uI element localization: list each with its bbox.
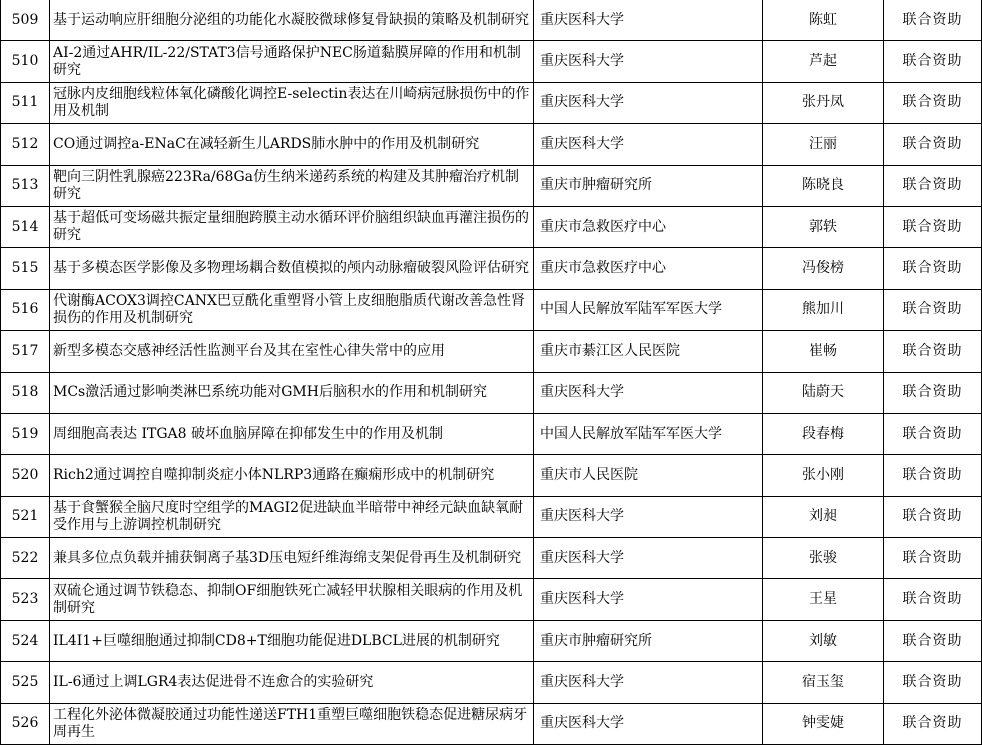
table-row: [1, 579, 982, 620]
institution-cell: 重庆市急救医疗中心: [534, 206, 763, 247]
principal-investigator-cell: 陆蔚天: [763, 372, 884, 413]
institution-cell: 重庆市急救医疗中心: [534, 248, 763, 289]
project-number-cell: 517: [1, 331, 50, 372]
institution-cell: 重庆医科大学: [534, 538, 763, 579]
project-number-cell: 509: [1, 0, 50, 41]
institution-cell: 重庆市肿瘤研究所: [534, 620, 763, 661]
principal-investigator-cell: 张小刚: [763, 455, 884, 496]
funding-type-cell: 联合资助: [884, 165, 982, 206]
principal-investigator-cell: 刘敏: [763, 620, 884, 661]
project-number-cell: 511: [1, 82, 50, 123]
project-number-cell: 513: [1, 165, 50, 206]
project-number-cell: 515: [1, 248, 50, 289]
table-row: [1, 496, 982, 537]
principal-investigator-cell: 陈虹: [763, 0, 884, 41]
principal-investigator-cell: 芦起: [763, 41, 884, 82]
funding-type-cell: 联合资助: [884, 372, 982, 413]
project-title-cell: 代谢酶ACOX3调控CANX巴豆酰化重塑肾小管上皮细胞脂质代谢改善急性肾损伤的作用及机制研究: [50, 289, 534, 330]
project-number-cell: 520: [1, 455, 50, 496]
funding-type-cell: 联合资助: [884, 703, 982, 744]
project-number-cell: 518: [1, 372, 50, 413]
project-title-cell: AI-2通过AHR/IL-22/STAT3信号通路保护NEC肠道黏膜屏障的作用和机制研究: [50, 41, 534, 82]
table-row: [1, 165, 982, 206]
project-title-cell: 周细胞高表达 ITGA8 破坏血脑屏障在抑郁发生中的作用及机制: [50, 413, 534, 454]
table-row: [1, 538, 982, 579]
project-number-cell: 522: [1, 538, 50, 579]
project-number-cell: 516: [1, 289, 50, 330]
table-row: [1, 82, 982, 123]
project-title-cell: 基于食蟹猴全脑尺度时空组学的MAGI2促进缺血半暗带中神经元缺血缺氧耐受作用与上游调控机制研究: [50, 496, 534, 537]
project-number-cell: 526: [1, 703, 50, 744]
funding-type-cell: 联合资助: [884, 455, 982, 496]
project-number-cell: 510: [1, 41, 50, 82]
table-row: [1, 206, 982, 247]
funding-type-cell: 联合资助: [884, 331, 982, 372]
funding-type-cell: 联合资助: [884, 662, 982, 703]
project-number-cell: 519: [1, 413, 50, 454]
table-row: [1, 0, 982, 41]
funding-type-cell: 联合资助: [884, 0, 982, 41]
institution-cell: 重庆医科大学: [534, 579, 763, 620]
institution-cell: 重庆市肿瘤研究所: [534, 165, 763, 206]
principal-investigator-cell: 陈晓良: [763, 165, 884, 206]
table-row: [1, 124, 982, 165]
institution-cell: 重庆医科大学: [534, 496, 763, 537]
principal-investigator-cell: 刘昶: [763, 496, 884, 537]
project-title-cell: 新型多模态交感神经活性监测平台及其在室性心律失常中的应用: [50, 331, 534, 372]
principal-investigator-cell: 钟雯婕: [763, 703, 884, 744]
funding-type-cell: 联合资助: [884, 538, 982, 579]
principal-investigator-cell: 王星: [763, 579, 884, 620]
table-row: [1, 331, 982, 372]
table-row: [1, 703, 982, 744]
institution-cell: 重庆医科大学: [534, 82, 763, 123]
table-row: [1, 289, 982, 330]
project-title-cell: 冠脉内皮细胞线粒体氧化磷酸化调控E-selectin表达在川崎病冠脉损伤中的作用及机制: [50, 82, 534, 123]
project-title-cell: MCs激活通过影响类淋巴系统功能对GMH后脑积水的作用和机制研究: [50, 372, 534, 413]
principal-investigator-cell: 崔畅: [763, 331, 884, 372]
funding-type-cell: 联合资助: [884, 620, 982, 661]
table-row: [1, 413, 982, 454]
principal-investigator-cell: 汪丽: [763, 124, 884, 165]
project-title-cell: IL4I1+巨噬细胞通过抑制CD8+T细胞功能促进DLBCL进展的机制研究: [50, 620, 534, 661]
institution-cell: 重庆市人民医院: [534, 455, 763, 496]
project-number-cell: 523: [1, 579, 50, 620]
institution-cell: 重庆市綦江区人民医院: [534, 331, 763, 372]
project-title-cell: 工程化外泌体微凝胶通过功能性递送FTH1重塑巨噬细胞铁稳态促进糖尿病牙周再生: [50, 703, 534, 744]
project-number-cell: 521: [1, 496, 50, 537]
project-number-cell: 514: [1, 206, 50, 247]
project-title-cell: CO通过调控a-ENaC在减轻新生儿ARDS肺水肿中的作用及机制研究: [50, 124, 534, 165]
funding-type-cell: 联合资助: [884, 124, 982, 165]
funding-type-cell: 联合资助: [884, 289, 982, 330]
project-title-cell: 基于运动响应肝细胞分泌组的功能化水凝胶微球修复骨缺损的策略及机制研究: [50, 0, 534, 41]
project-title-cell: 靶向三阴性乳腺癌223Ra/68Ga仿生纳米递药系统的构建及其肿瘤治疗机制研究: [50, 165, 534, 206]
table-row: [1, 455, 982, 496]
funding-type-cell: 联合资助: [884, 41, 982, 82]
institution-cell: 重庆医科大学: [534, 662, 763, 703]
institution-cell: 重庆医科大学: [534, 703, 763, 744]
project-number-cell: 512: [1, 124, 50, 165]
project-title-cell: 兼具多位点负载并捕获铜离子基3D压电短纤维海绵支架促骨再生及机制研究: [50, 538, 534, 579]
funding-type-cell: 联合资助: [884, 496, 982, 537]
project-title-cell: 基于超低可变场磁共振定量细胞跨膜主动水循环评价脑组织缺血再灌注损伤的研究: [50, 206, 534, 247]
institution-cell: 重庆医科大学: [534, 0, 763, 41]
project-title-cell: 双硫仑通过调节铁稳态、抑制OF细胞铁死亡减轻甲状腺相关眼病的作用及机制研究: [50, 579, 534, 620]
institution-cell: 重庆医科大学: [534, 372, 763, 413]
institution-cell: 中国人民解放军陆军军医大学: [534, 413, 763, 454]
principal-investigator-cell: 宿玉玺: [763, 662, 884, 703]
table-body: [1, 0, 982, 745]
project-title-cell: 基于多模态医学影像及多物理场耦合数值模拟的颅内动脉瘤破裂风险评估研究: [50, 248, 534, 289]
institution-cell: 重庆医科大学: [534, 124, 763, 165]
project-number-cell: 525: [1, 662, 50, 703]
principal-investigator-cell: 冯俊榜: [763, 248, 884, 289]
table-row: [1, 248, 982, 289]
project-title-cell: IL-6通过上调LGR4表达促进骨不连愈合的实验研究: [50, 662, 534, 703]
table-row: [1, 41, 982, 82]
funding-type-cell: 联合资助: [884, 248, 982, 289]
funding-type-cell: 联合资助: [884, 206, 982, 247]
project-title-cell: Rich2通过调控自噬抑制炎症小体NLRP3通路在癫痫形成中的机制研究: [50, 455, 534, 496]
project-number-cell: 524: [1, 620, 50, 661]
funding-type-cell: 联合资助: [884, 413, 982, 454]
table-row: [1, 620, 982, 661]
funding-type-cell: 联合资助: [884, 579, 982, 620]
principal-investigator-cell: 熊加川: [763, 289, 884, 330]
institution-cell: 中国人民解放军陆军军医大学: [534, 289, 763, 330]
funding-type-cell: 联合资助: [884, 82, 982, 123]
table-row: [1, 662, 982, 703]
principal-investigator-cell: 郭轶: [763, 206, 884, 247]
institution-cell: 重庆医科大学: [534, 41, 763, 82]
principal-investigator-cell: 张骏: [763, 538, 884, 579]
principal-investigator-cell: 段春梅: [763, 413, 884, 454]
principal-investigator-cell: 张丹凤: [763, 82, 884, 123]
table-row: [1, 372, 982, 413]
